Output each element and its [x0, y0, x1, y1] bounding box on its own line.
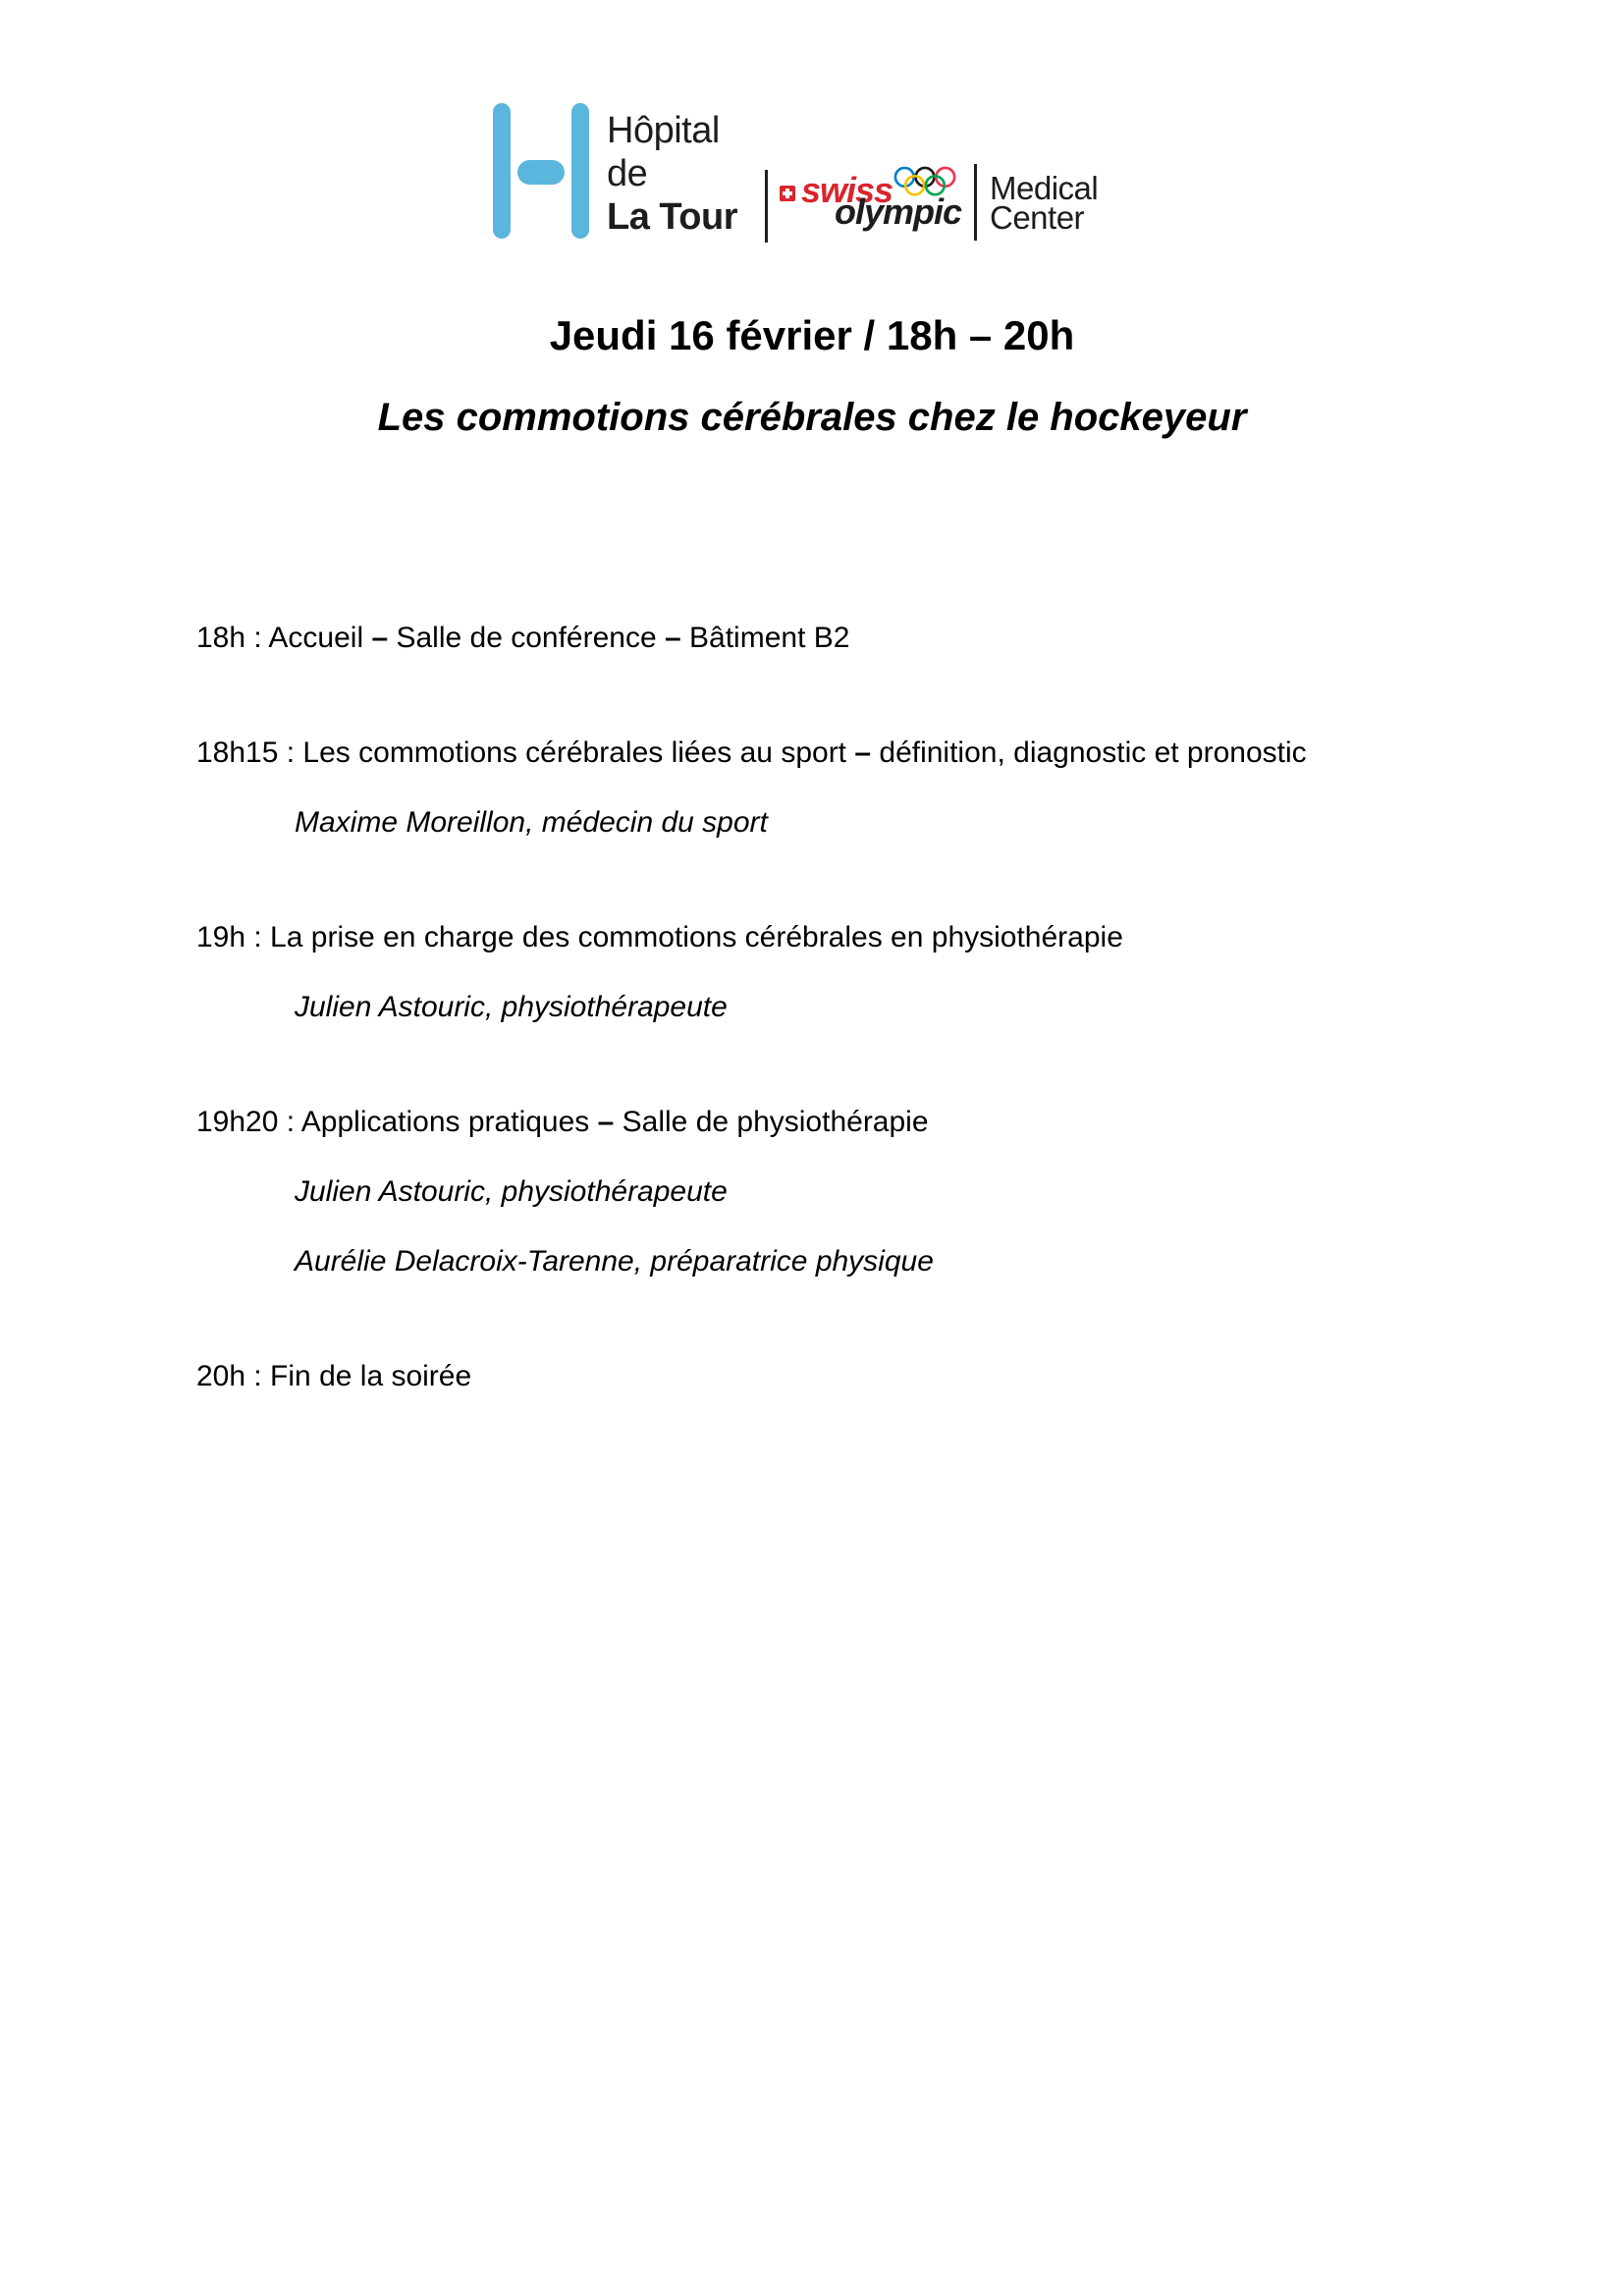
schedule-entry	[196, 621, 1487, 655]
hopital-de-la-tour-logo-icon	[493, 103, 589, 239]
schedule-item	[196, 1359, 1487, 1393]
schedule-entry	[196, 1105, 1487, 1139]
logo-divider	[974, 164, 977, 241]
swiss-cross-icon	[780, 186, 795, 201]
schedule-entry-text: Salle de physiothérapie	[614, 1106, 929, 1138]
schedule-entry-text: 19h20 : Applications pratiques	[196, 1106, 598, 1138]
schedule-entry-text: 18h : Accueil	[196, 622, 372, 654]
swiss-olympic-swiss-label: swiss	[801, 170, 893, 210]
medical-center-line1: Medical	[990, 170, 1099, 206]
logo-bar	[571, 103, 589, 239]
event-subtitle: Les commotions cérébrales chez le hockeyeur	[377, 396, 1247, 439]
schedule-entry-text: 18h15 : Les commotions cérébrales liées au sport	[196, 736, 855, 769]
schedule-item	[196, 920, 1487, 1024]
schedule-item	[196, 1105, 1487, 1279]
schedule-entry-dash: –	[597, 1106, 615, 1138]
speaker-name: Julien Astouric, physiothérapeute	[295, 1175, 728, 1208]
schedule-entry-text: 20h : Fin de la soirée	[196, 1360, 472, 1392]
hospital-name-line3: La Tour	[607, 196, 738, 238]
speaker-name: Aurélie Delacroix-Tarenne, préparatrice physique	[295, 1245, 934, 1278]
logo-divider	[765, 170, 768, 243]
schedule-entry-dash: –	[854, 736, 872, 769]
schedule-entry-dash: –	[665, 622, 681, 654]
schedule-entry-text: Bâtiment B2	[680, 622, 850, 654]
medical-center-label	[990, 170, 1099, 236]
schedule-entry-text: définition, diagnostic et pronostic	[871, 736, 1307, 769]
schedule-entry	[196, 735, 1487, 770]
hospital-name-line1: Hôpital	[607, 110, 720, 151]
schedule-entry-dash: –	[371, 622, 389, 654]
logo-header	[493, 103, 1141, 250]
schedule-item	[196, 735, 1487, 840]
schedule-entry-text: 19h : La prise en charge des commotions cérébrales en physiothérapie	[196, 921, 1123, 953]
medical-center-line2: Center	[990, 199, 1085, 236]
logo-crossbar	[517, 160, 565, 185]
hospital-name	[607, 109, 737, 239]
schedule-item	[196, 621, 1487, 655]
schedule-list	[196, 621, 1487, 1393]
logo-bar	[493, 103, 511, 239]
event-date-title: Jeudi 16 février / 18h – 20h	[549, 312, 1075, 358]
schedule-entry-text: Salle de conférence	[388, 622, 665, 654]
speaker-name: Julien Astouric, physiothérapeute	[295, 991, 728, 1023]
swiss-olympic-olympic-label: olympic	[835, 191, 962, 232]
schedule-entry	[196, 920, 1487, 954]
hospital-name-line2: de	[607, 153, 648, 194]
schedule-entry	[196, 1359, 1487, 1393]
speaker-name: Maxime Moreillon, médecin du sport	[295, 806, 768, 839]
